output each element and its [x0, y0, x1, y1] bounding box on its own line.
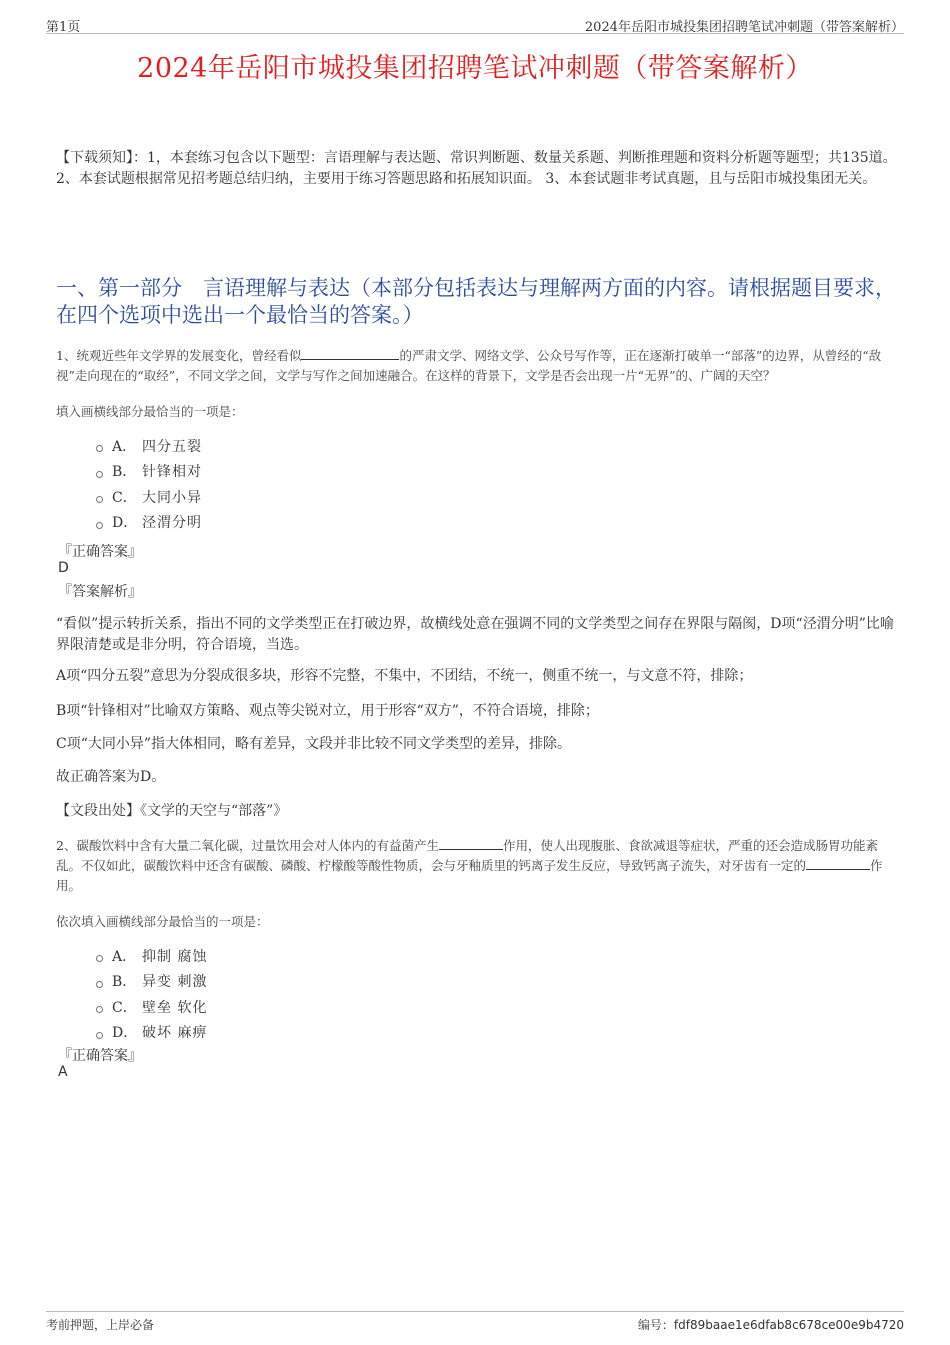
question-1-prompt: 填入画横线部分最恰当的一项是：	[56, 404, 244, 419]
radio-icon[interactable]	[96, 471, 103, 478]
radio-icon[interactable]	[96, 1032, 103, 1039]
radio-icon[interactable]	[96, 1006, 103, 1013]
page-number: 第1页	[46, 20, 81, 35]
option-text: 针锋相对	[142, 464, 202, 481]
footer-divider	[46, 1311, 904, 1312]
question-2-prompt: 依次填入画横线部分最恰当的一项是：	[56, 914, 269, 929]
answer-value: A	[58, 1064, 68, 1080]
source-citation: 【文段出处】《文学的天空与“部落”》	[56, 803, 288, 819]
radio-icon[interactable]	[96, 496, 103, 503]
option-b[interactable]	[96, 459, 202, 485]
footer-code-label: 编号：	[637, 1318, 674, 1332]
option-letter: C．	[112, 999, 137, 1016]
option-text: 异变 刺激	[142, 974, 208, 991]
option-letter: D．	[112, 515, 138, 532]
section-heading: 一、第一部分 言语理解与表达（本部分包括表达与理解两方面的内容。请根据题目要求，在四个选项中选出一个最恰当的答案。）	[56, 276, 896, 327]
question-1-stem-part-a: 1、统观近些年文学界的发展变化，曾经看似	[56, 348, 302, 363]
analysis-paragraph: B项“针锋相对”比喻双方策略、观点等尖锐对立，用于形容“双方”，不符合语境，排除；	[56, 703, 599, 719]
question-2-stem	[56, 836, 901, 896]
option-text: 抑制 腐蚀	[142, 948, 208, 965]
option-letter: B．	[112, 974, 137, 991]
header-divider	[46, 33, 904, 34]
analysis-paragraph: C项“大同小异”指大体相同，略有差异，文段并非比较不同文学类型的差异，排除。	[56, 736, 572, 752]
analysis-label: 『答案解析』	[58, 584, 142, 600]
analysis-conclusion: 故正确答案为D。	[56, 769, 166, 785]
option-letter: B．	[112, 464, 137, 481]
option-c[interactable]	[96, 994, 207, 1020]
option-letter: A．	[112, 438, 137, 455]
answer-label: 『正确答案』	[58, 1048, 142, 1064]
radio-icon[interactable]	[96, 445, 103, 452]
question-1-stem-part-b: 的严肃文学、网络文学、公众号写作等，正在逐渐打破单一“部落”的边界，从曾经的“敌视”走向现在的“取经”，不同文学之间，文学与写作之间加速融合。在这样的背景下，文学是否会出现一片“无界”的、广阔的天空？	[56, 348, 882, 383]
option-text: 壁垒 软化	[142, 999, 208, 1016]
footer-code	[638, 1316, 904, 1333]
question-2-stem-part-a: 2、碳酸饮料中含有大量二氧化碳，过量饮用会对人体内的有益菌产生	[56, 838, 439, 853]
option-text: 大同小异	[142, 489, 202, 506]
radio-icon[interactable]	[96, 955, 103, 962]
option-d[interactable]	[96, 1020, 207, 1046]
answer-value: D	[58, 560, 69, 576]
document-title: 2024年岳阳市城投集团招聘笔试冲刺题（带答案解析）	[137, 53, 813, 84]
radio-icon[interactable]	[96, 981, 103, 988]
option-b[interactable]	[96, 969, 207, 995]
question-2-stem-part-c: 作用。	[56, 858, 883, 893]
header-doc-title: 2024年岳阳市城投集团招聘笔试冲刺题（带答案解析）	[584, 20, 904, 35]
question-1-options	[96, 433, 202, 535]
question-2-options	[96, 943, 207, 1045]
option-c[interactable]	[96, 484, 202, 510]
radio-icon[interactable]	[96, 522, 103, 529]
option-text: 破坏 麻痹	[142, 1025, 208, 1042]
analysis-paragraph: “看似”提示转折关系，指出不同的文学类型正在打破边界，故横线处意在强调不同的文学类型之间存在界限与隔阂，D项“泾渭分明”比喻界限清楚或是非分明，符合语境，当选。	[56, 616, 894, 653]
option-text: 四分五裂	[142, 438, 202, 455]
option-d[interactable]	[96, 510, 202, 536]
option-text: 泾渭分明	[142, 515, 202, 532]
fill-blank	[439, 837, 503, 850]
question-1-stem	[56, 346, 901, 386]
fill-blank	[301, 347, 399, 360]
analysis-paragraph: A项“四分五裂”意思为分裂成很多块，形容不完整，不集中，不团结，不统一，侧重不统一，与文意不符，排除；	[56, 668, 753, 684]
option-letter: A．	[112, 948, 137, 965]
question-2-stem-part-b: 作用，使人出现腹胀、食欲减退等症状，严重的还会造成肠胃功能紊乱。不仅如此，碳酸饮料中还含有碳酸、磷酸、柠檬酸等酸性物质，会与牙釉质里的钙离子发生反应，导致钙离子流失，对牙齿有一定的	[56, 838, 878, 873]
option-letter: C．	[112, 489, 137, 506]
answer-label: 『正确答案』	[58, 544, 142, 560]
option-a[interactable]	[96, 943, 207, 969]
download-notice: 【下载须知】：1，本套练习包含以下题型：言语理解与表达题、常识判断题、数量关系题、判断推理题和资料分析题等题型；共135道。 2、本套试题根据常见招考题总结归纳，主要用于练习答题思路和拓展知识面。 3、本套试题非考试真题，且与岳阳市城投集团无关。	[56, 150, 897, 187]
footer-slogan: 考前押题，上岸必备	[46, 1318, 155, 1332]
fill-blank	[806, 857, 870, 870]
option-a[interactable]	[96, 433, 202, 459]
option-letter: D．	[112, 1025, 138, 1042]
footer-code-value: fdf89baae1e6dfab8c678ce00e9b4720	[673, 1318, 904, 1332]
